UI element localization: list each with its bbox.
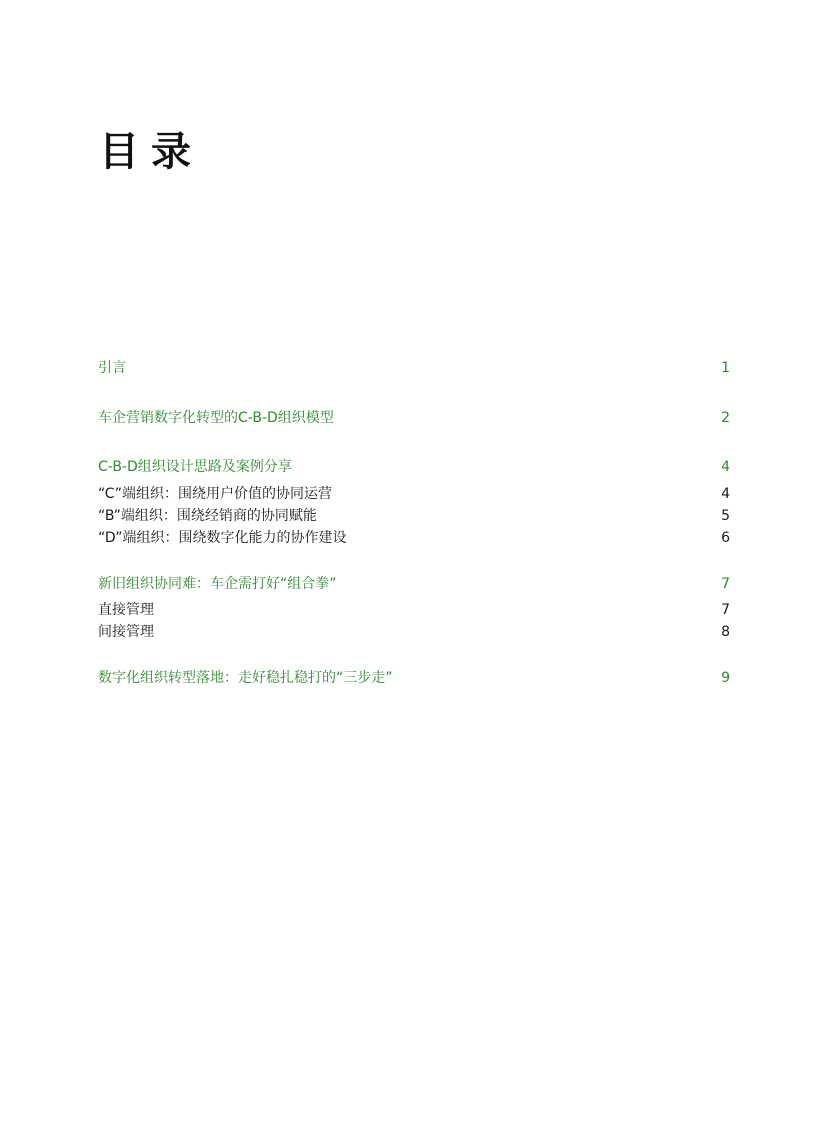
toc-entry-old-new-org[interactable] (98, 574, 730, 594)
toc-entry-label: 车企营销数字化转型的C-B-D组织模型 (98, 410, 334, 426)
toc-entry-label: 直接管理 (98, 602, 154, 618)
toc-entry-label: “B”端组织：围绕经销商的协同赋能 (98, 508, 317, 524)
toc-entry-digital-transformation[interactable] (98, 668, 730, 688)
toc-entry-introduction[interactable] (98, 358, 730, 378)
toc-entry-label: 间接管理 (98, 624, 154, 640)
toc-entry-cbd-design[interactable] (98, 457, 730, 477)
toc-entry-page: 8 (721, 624, 730, 640)
page-title: 目录 (99, 128, 203, 175)
toc-entry-page: 7 (721, 576, 730, 592)
toc-entry-d-side[interactable] (98, 528, 730, 548)
toc-entry-label: “C”端组织：围绕用户价值的协同运营 (98, 486, 333, 502)
table-of-contents (98, 0, 730, 1122)
toc-entry-indirect-management[interactable] (98, 622, 730, 642)
toc-entry-page: 4 (721, 486, 730, 502)
toc-entry-cbd-model[interactable] (98, 408, 730, 428)
toc-entry-page: 2 (721, 410, 730, 426)
toc-entry-page: 6 (721, 530, 730, 546)
toc-entry-label: C-B-D组织设计思路及案例分享 (98, 459, 292, 475)
toc-entry-page: 1 (721, 360, 730, 376)
toc-entry-label: 新旧组织协同难：车企需打好“组合拳” (98, 576, 337, 592)
toc-entry-page: 4 (721, 459, 730, 475)
toc-entry-direct-management[interactable] (98, 600, 730, 620)
toc-entry-label: “D”端组织：围绕数字化能力的协作建设 (98, 530, 347, 546)
toc-entry-page: 9 (721, 670, 730, 686)
toc-entry-page: 7 (721, 602, 730, 618)
toc-entry-label: 数字化组织转型落地：走好稳扎稳打的“三步走” (98, 670, 393, 686)
toc-entry-label: 引言 (98, 360, 126, 376)
toc-entry-b-side[interactable] (98, 506, 730, 526)
toc-entry-page: 5 (721, 508, 730, 524)
toc-entry-c-side[interactable] (98, 484, 730, 504)
